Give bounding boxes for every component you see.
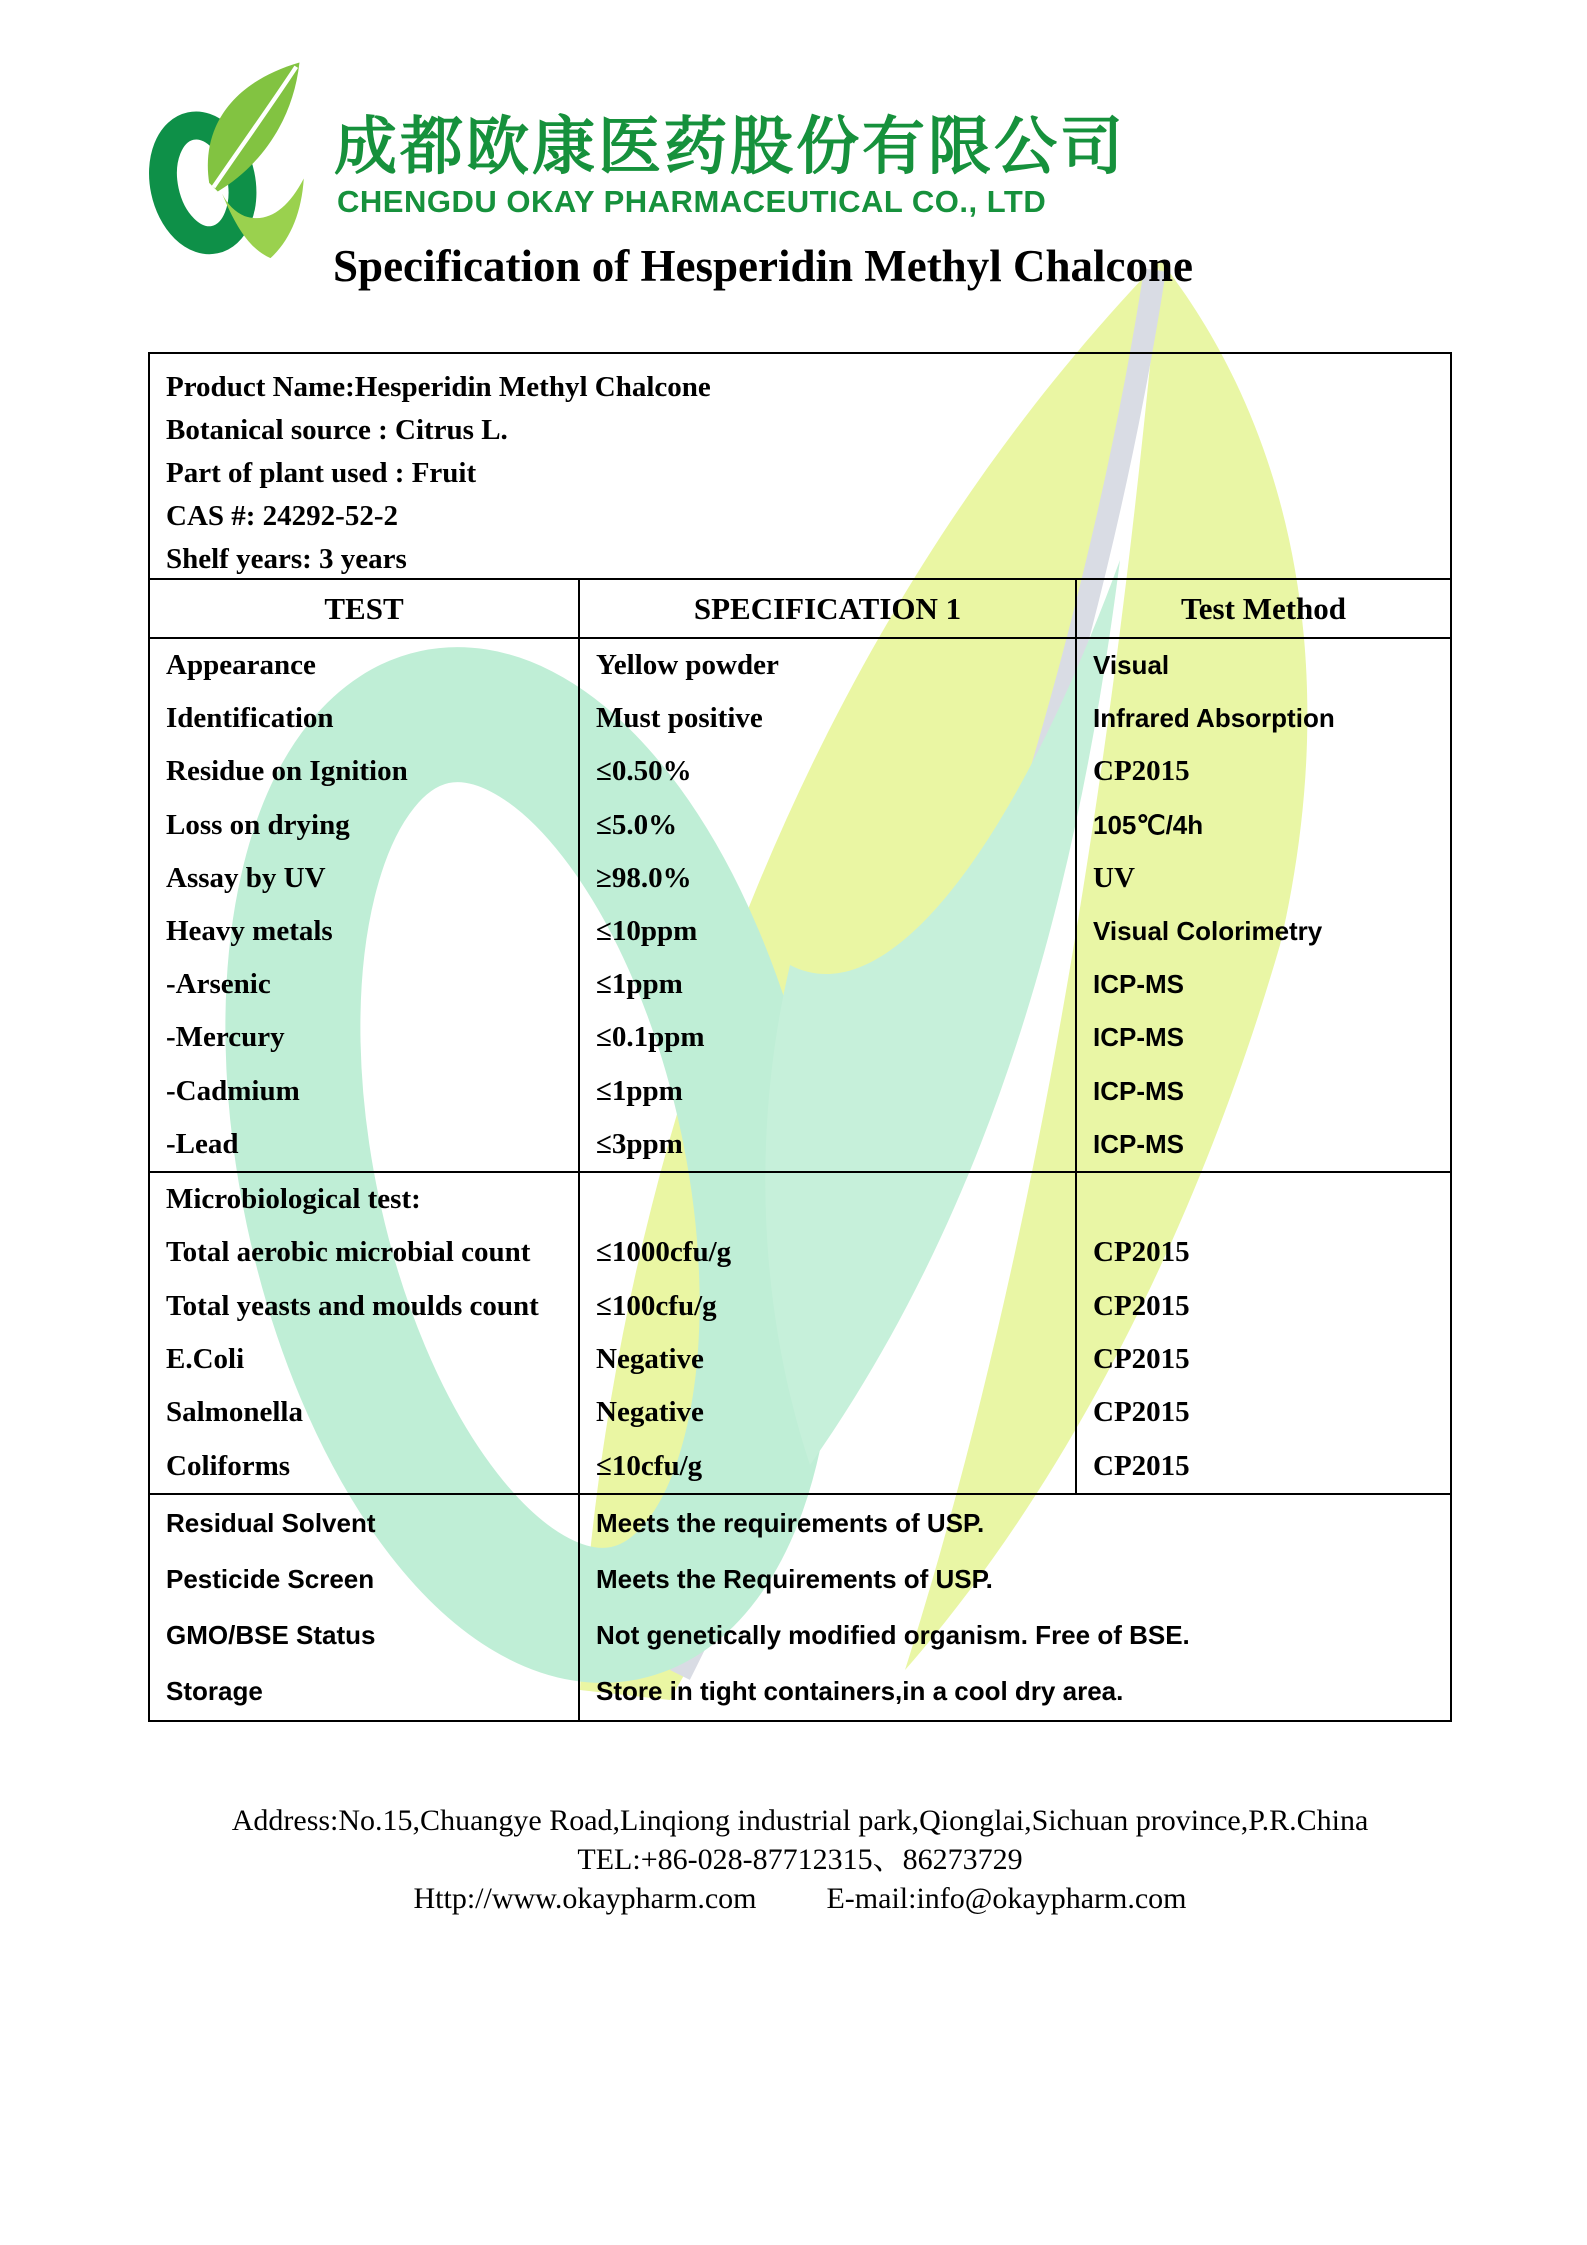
method-cell: CP2015 [1093,1449,1190,1482]
spec-cell: ≤1000cfu/g [580,1226,1077,1279]
spec-cell: Must positive [580,692,1077,745]
test-cell: GMO/BSE Status [150,1607,580,1663]
method-cell: Infrared Absorption [1093,703,1335,734]
footer-web-line [148,1879,1452,1918]
section-physical-chemical [150,639,1450,1173]
product-name-line: Product Name:Hesperidin Methyl Chalcone [166,371,711,403]
shelf-years-line: Shelf years: 3 years [166,543,407,575]
test-cell: Total yeasts and moulds count [150,1280,580,1333]
plant-part-line: Part of plant used : Fruit [166,457,477,489]
method-cell: CP2015 [1093,1236,1190,1269]
test-cell: Storage [150,1664,580,1720]
spec-cell: Meets the requirements of USP. [596,1507,985,1538]
method-cell: ICP-MS [1093,1128,1184,1159]
spec-cell: ≤0.50% [580,745,1077,798]
test-cell: Coliforms [150,1439,580,1492]
spec-cell: ≤1ppm [580,1065,1077,1118]
spec-cell: ≤0.1ppm [580,1011,1077,1064]
test-cell: Assay by UV [150,852,580,905]
spec-cell: Negative [580,1333,1077,1386]
test-cell: -Arsenic [150,958,580,1011]
column-header-test-method: Test Method [1180,590,1347,626]
test-cell: Loss on drying [150,799,580,852]
method-cell: CP2015 [1093,755,1190,788]
botanical-source-line: Botanical source : Citrus L. [166,414,508,446]
method-cell: Visual Colorimetry [1093,916,1323,947]
section-microbiological [150,1173,1450,1495]
method-cell: ICP-MS [1093,1022,1184,1053]
column-header-specification: SPECIFICATION 1 [580,580,1077,637]
document-footer [148,1801,1452,1918]
method-cell: CP2015 [1093,1343,1190,1376]
test-cell: -Lead [150,1118,580,1171]
test-cell: Microbiological test: [150,1173,580,1226]
test-cell: Pesticide Screen [150,1551,580,1607]
test-cell: Heavy metals [150,905,580,958]
method-cell: Visual [1093,650,1170,681]
section-general [150,1495,1450,1720]
test-cell: Residue on Ignition [150,745,580,798]
footer-telephone: TEL:+86-028-87712315、86273729 [577,1843,1023,1876]
method-cell: 105℃/4h [1093,809,1204,840]
method-cell: ICP-MS [1093,969,1184,1000]
footer-address: Address:No.15,Chuangye Road,Linqiong industrial park,Qionglai,Sichuan province,P.R.China [231,1804,1369,1837]
spec-cell: ≤10cfu/g [580,1439,1077,1492]
footer-email: E-mail:info@okaypharm.com [826,1882,1187,1915]
test-cell: -Cadmium [150,1065,580,1118]
spec-cell: Store in tight containers,in a cool dry area. [596,1676,1124,1707]
product-info-box [150,354,1450,580]
spec-cell: Meets the Requirements of USP. [596,1563,993,1594]
test-cell: E.Coli [150,1333,580,1386]
test-cell: Total aerobic microbial count [150,1226,580,1279]
footer-website: Http://www.okaypharm.com [413,1882,757,1915]
cas-number-line: CAS #: 24292-52-2 [166,500,398,532]
method-cell: CP2015 [1093,1396,1190,1429]
spec-cell: ≤3ppm [580,1118,1077,1171]
spec-cell: ≤100cfu/g [580,1280,1077,1333]
test-cell: Residual Solvent [150,1495,580,1551]
spec-cell: ≤10ppm [580,905,1077,958]
spec-cell: ≤1ppm [580,958,1077,1011]
spec-cell: ≤5.0% [580,799,1077,852]
company-name-english: CHENGDU OKAY PHARMACEUTICAL CO., LTD [337,184,1047,219]
table-header-row [150,580,1450,639]
method-cell: UV [1093,861,1135,894]
method-cell: CP2015 [1093,1289,1190,1322]
spec-cell: Yellow powder [580,639,1077,692]
page-title: Specification of Hesperidin Methyl Chalcone [333,241,1193,291]
test-cell: Identification [150,692,580,745]
test-cell: Salmonella [150,1386,580,1439]
spec-cell: ≥98.0% [580,852,1077,905]
spec-cell [580,1173,1077,1226]
company-name-chinese: 成都欧康医药股份有限公司 [334,112,1126,182]
test-cell: Appearance [150,639,580,692]
company-logo-icon [140,56,345,271]
specification-table [148,352,1452,1722]
method-cell [1077,1173,1450,1226]
test-cell: -Mercury [150,1011,580,1064]
column-header-test: TEST [150,580,580,637]
spec-cell: Not genetically modified organism. Free of BSE. [596,1619,1190,1650]
method-cell: ICP-MS [1093,1075,1184,1106]
spec-cell: Negative [580,1386,1077,1439]
